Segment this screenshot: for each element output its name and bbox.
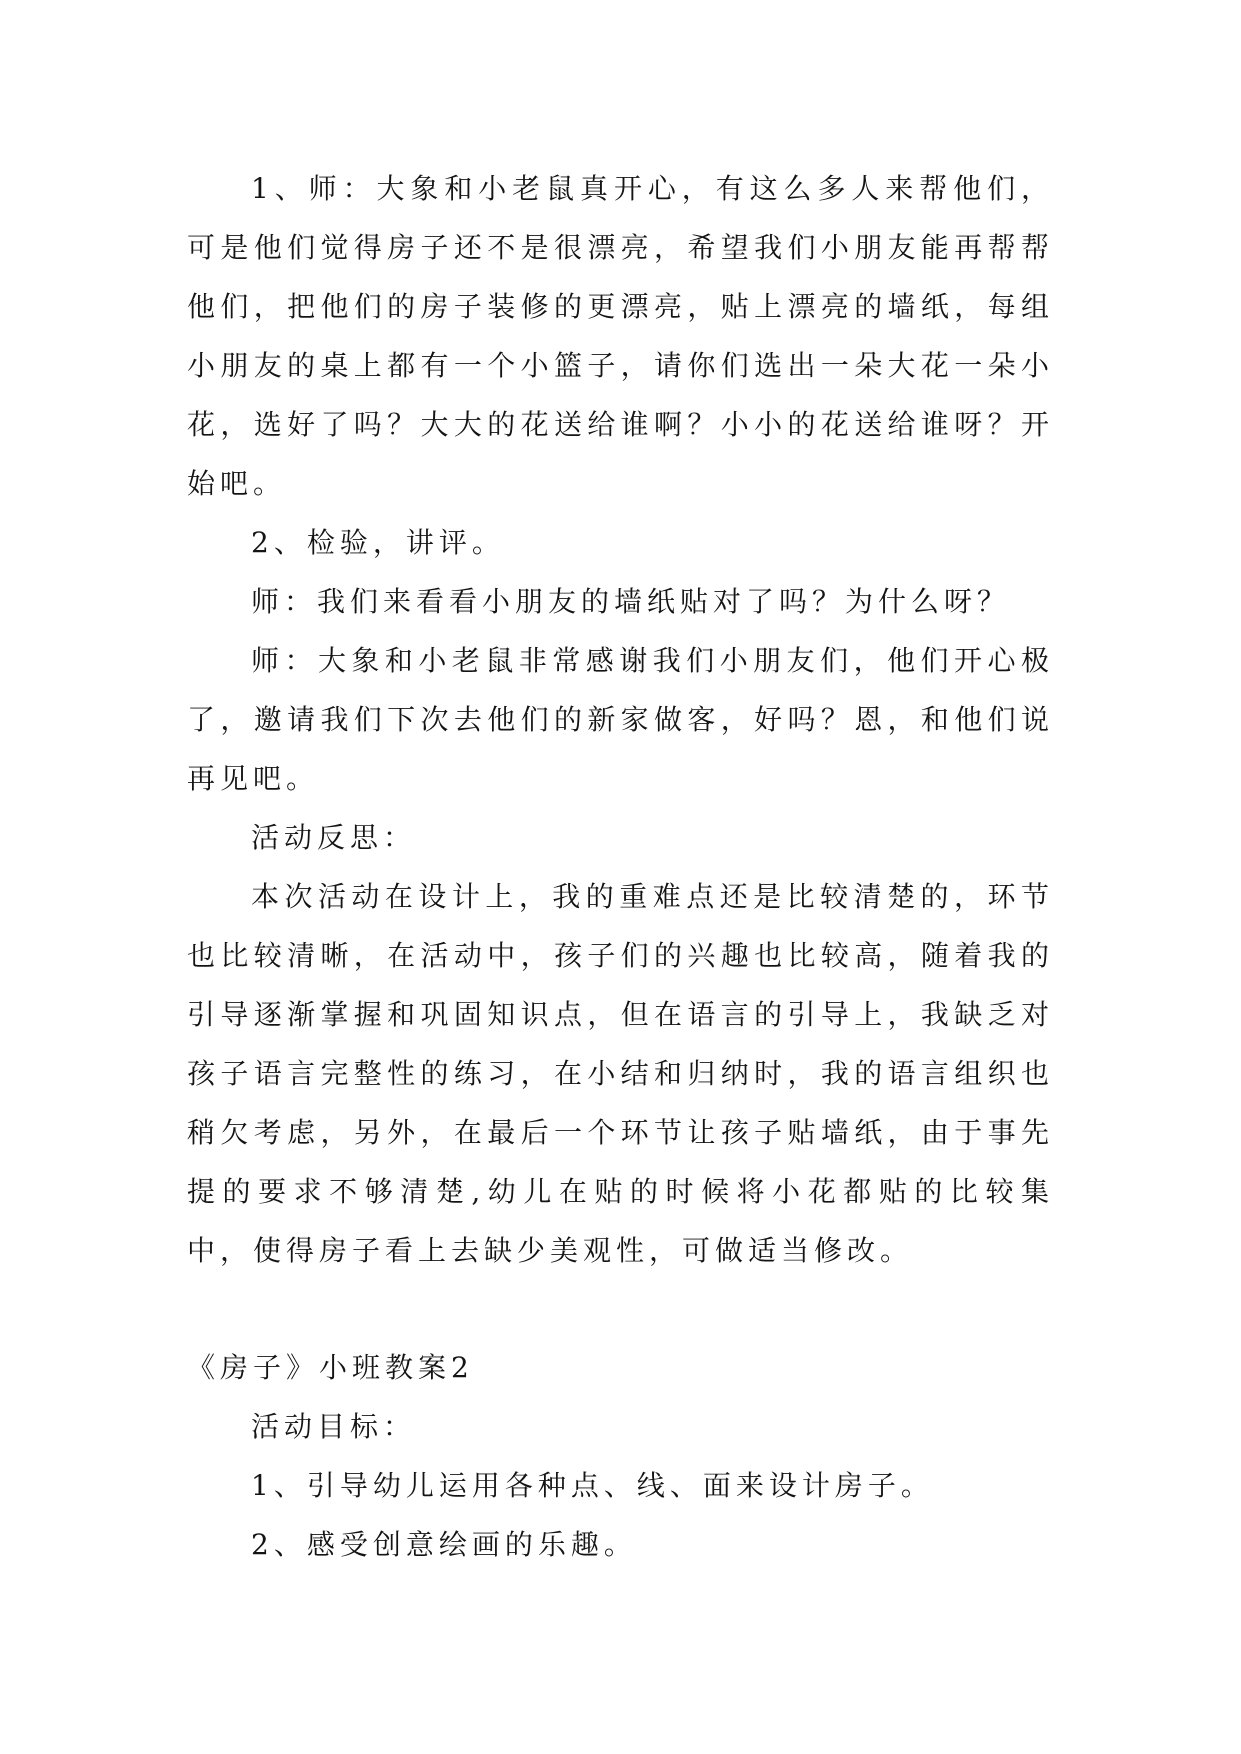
paragraph-objectives-heading: 活动目标：	[251, 1410, 417, 1443]
paragraph-reflection-heading: 活动反思：	[251, 821, 417, 854]
paragraph-reflection-body: 本次活动在设计上，我的重难点还是比较清楚的，环节也比较清晰，在活动中，孩子们的兴趣也比较高，随着我的引导逐渐掌握和巩固知识点，但在语言的引导上，我缺乏对孩子语言完整性的练习，在小结和归纳时，我的语言组织也稍欠考虑，另外，在最后一个环节让孩子贴墙纸，由于事先提的要求不够清楚,幼儿在贴的时候将小花都贴的比较集中，使得房子看上去缺少美观性，可做适当修改。	[187, 880, 1054, 1267]
paragraph-objective-1: 1、引导幼儿运用各种点、线、面来设计房子。	[251, 1469, 934, 1502]
document-body	[187, 159, 1054, 1574]
paragraph-teacher-instruction: 1、师：大象和小老鼠真开心，有这么多人来帮他们，可是他们觉得房子还不是很漂亮，希望我们小朋友能再帮帮他们，把他们的房子装修的更漂亮，贴上漂亮的墙纸，每组小朋友的桌上都有一个小篮子，请你们选出一朵大花一朵小花，选好了吗？大大的花送给谁啊？小小的花送给谁呀？开始吧。	[187, 172, 1054, 500]
paragraph-teacher-question: 师：我们来看看小朋友的墙纸贴对了吗？为什么呀？	[251, 585, 1011, 618]
paragraph-objective-2: 2、感受创意绘画的乐趣。	[251, 1528, 637, 1561]
section-title: 《房子》小班教案2	[187, 1351, 474, 1384]
paragraph-teacher-farewell: 师：大象和小老鼠非常感谢我们小朋友们，他们开心极了，邀请我们下次去他们的新家做客，好吗？恩，和他们说再见吧。	[187, 644, 1054, 795]
paragraph-check-review: 2、检验，讲评。	[251, 526, 505, 559]
